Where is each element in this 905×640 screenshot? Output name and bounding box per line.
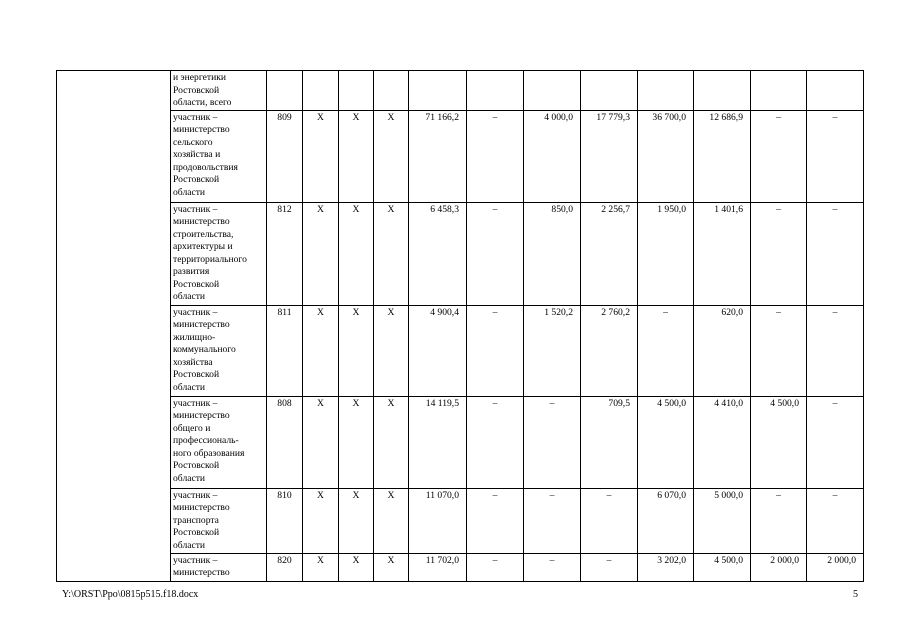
value-cell	[694, 71, 751, 111]
value-cell: –	[467, 553, 524, 581]
x-mark-cell: Х	[374, 396, 409, 488]
x-mark-cell: Х	[339, 488, 374, 553]
value-cell: –	[751, 488, 807, 553]
participant-name-cell: участник – министерство строительства, архитектуры и территориального развития Ростовской области	[171, 202, 267, 305]
value-cell: –	[581, 488, 638, 553]
value-cell: –	[807, 396, 864, 488]
value-cell: –	[807, 488, 864, 553]
table-row	[57, 202, 864, 305]
code-cell: 808	[267, 396, 303, 488]
value-cell: 850,0	[524, 202, 581, 305]
table-row	[57, 488, 864, 553]
value-cell: 3 202,0	[638, 553, 694, 581]
value-cell: –	[467, 488, 524, 553]
total-cell: 4 900,4	[409, 305, 467, 396]
participant-name-cell: участник – министерство жилищно- коммунального хозяйства Ростовской области	[171, 305, 267, 396]
x-mark-cell: Х	[303, 110, 339, 202]
table-row	[57, 110, 864, 202]
value-cell: 4 500,0	[694, 553, 751, 581]
x-mark-cell: Х	[339, 396, 374, 488]
value-cell: –	[524, 488, 581, 553]
x-mark-cell: Х	[339, 305, 374, 396]
merged-blank-cell	[57, 71, 171, 582]
total-cell: 11 702,0	[409, 553, 467, 581]
total-cell	[409, 71, 467, 111]
value-cell	[751, 71, 807, 111]
code-cell: 811	[267, 305, 303, 396]
x-mark-cell: Х	[374, 202, 409, 305]
value-cell: 4 500,0	[751, 396, 807, 488]
x-mark-cell: Х	[339, 202, 374, 305]
value-cell: –	[524, 553, 581, 581]
table-row	[57, 396, 864, 488]
participant-name-cell: участник – министерство сельского хозяйства и продовольствия Ростовской области	[171, 110, 267, 202]
x-mark-cell: Х	[339, 553, 374, 581]
page-number: 5	[853, 589, 858, 600]
value-cell	[524, 71, 581, 111]
x-mark-cell: Х	[374, 488, 409, 553]
participant-name-cell: участник – министерство транспорта Ростовской области	[171, 488, 267, 553]
participant-name-cell: и энергетики Ростовской области, всего	[171, 71, 267, 111]
code-cell: 810	[267, 488, 303, 553]
budget-table	[56, 70, 864, 582]
total-cell: 14 119,5	[409, 396, 467, 488]
value-cell	[807, 71, 864, 111]
value-cell: 2 760,2	[581, 305, 638, 396]
x-mark-cell: Х	[339, 110, 374, 202]
x-mark-cell: Х	[303, 396, 339, 488]
value-cell: –	[524, 396, 581, 488]
value-cell: 1 520,2	[524, 305, 581, 396]
footer-file-path: Y:\ORST\Ppo\0815p515.f18.docx	[62, 589, 199, 600]
value-cell: 620,0	[694, 305, 751, 396]
value-cell: 709,5	[581, 396, 638, 488]
x-mark-cell	[374, 71, 409, 111]
x-mark-cell: Х	[303, 553, 339, 581]
value-cell	[581, 71, 638, 111]
table-row	[57, 71, 864, 111]
code-cell: 812	[267, 202, 303, 305]
value-cell: –	[807, 110, 864, 202]
total-cell: 71 166,2	[409, 110, 467, 202]
value-cell: 4 000,0	[524, 110, 581, 202]
value-cell: 6 070,0	[638, 488, 694, 553]
table-body	[57, 71, 864, 582]
value-cell: –	[638, 305, 694, 396]
x-mark-cell: Х	[303, 305, 339, 396]
value-cell: –	[581, 553, 638, 581]
value-cell: 2 000,0	[807, 553, 864, 581]
value-cell: 4 410,0	[694, 396, 751, 488]
x-mark-cell	[339, 71, 374, 111]
value-cell: 2 256,7	[581, 202, 638, 305]
value-cell: 2 000,0	[751, 553, 807, 581]
x-mark-cell: Х	[303, 202, 339, 305]
value-cell: 4 500,0	[638, 396, 694, 488]
code-cell	[267, 71, 303, 111]
code-cell: 809	[267, 110, 303, 202]
value-cell: –	[807, 305, 864, 396]
x-mark-cell: Х	[303, 488, 339, 553]
value-cell	[467, 71, 524, 111]
value-cell: –	[807, 202, 864, 305]
total-cell: 6 458,3	[409, 202, 467, 305]
value-cell: –	[467, 305, 524, 396]
x-mark-cell: Х	[374, 110, 409, 202]
x-mark-cell	[303, 71, 339, 111]
value-cell: –	[467, 396, 524, 488]
code-cell: 820	[267, 553, 303, 581]
total-cell: 11 070,0	[409, 488, 467, 553]
value-cell: 5 000,0	[694, 488, 751, 553]
value-cell: 1 950,0	[638, 202, 694, 305]
value-cell: 12 686,9	[694, 110, 751, 202]
value-cell: 17 779,3	[581, 110, 638, 202]
value-cell: –	[467, 110, 524, 202]
value-cell	[638, 71, 694, 111]
value-cell: –	[751, 110, 807, 202]
value-cell: 1 401,6	[694, 202, 751, 305]
value-cell: 36 700,0	[638, 110, 694, 202]
table-row	[57, 305, 864, 396]
table-row	[57, 553, 864, 581]
x-mark-cell: Х	[374, 553, 409, 581]
x-mark-cell: Х	[374, 305, 409, 396]
value-cell: –	[751, 305, 807, 396]
participant-name-cell: участник – министерство	[171, 553, 267, 581]
value-cell: –	[751, 202, 807, 305]
participant-name-cell: участник – министерство общего и профессиональ- ного образования Ростовской области	[171, 396, 267, 488]
value-cell: –	[467, 202, 524, 305]
